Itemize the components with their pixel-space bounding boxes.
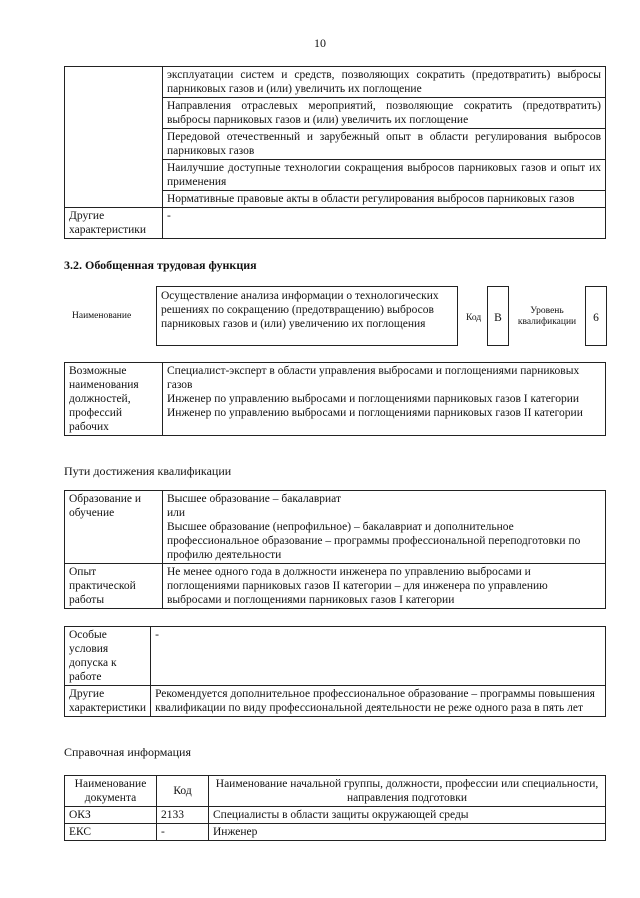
header-code: Код (157, 776, 209, 807)
code-value: B (494, 312, 502, 324)
conditions-table (64, 626, 606, 717)
header-name: Наименование начальной группы, должности, профессии или специальности, направления подготовки (209, 776, 606, 807)
level-value: 6 (593, 312, 599, 324)
ref-name: Специалисты в области защиты окружающей среды (209, 807, 606, 824)
table-header-row (65, 776, 606, 807)
header-doc: Наименование документа (65, 776, 157, 807)
table-row (65, 564, 606, 609)
code-label: Код (466, 313, 482, 323)
knowledge-table (64, 66, 606, 239)
other-label: Другие характеристики (65, 208, 163, 239)
table-row (65, 208, 606, 239)
reference-table (64, 775, 606, 841)
ref-doc: ОКЗ (65, 807, 157, 824)
education-line: или (167, 507, 186, 519)
table-row (65, 807, 606, 824)
other2-value: Рекомендуется дополнительное профессиональное образование – программы повышения квалификации по виду профессиональной деятельности не реже одного раза в пять лет (151, 686, 606, 717)
ref-code: - (157, 824, 209, 841)
empty-cell (65, 67, 163, 208)
table-row (65, 824, 606, 841)
education-line: Высшее образование (непрофильное) – бакалавриат и дополнительное профессиональное образование – программы профессиональной переподготовки по профилю деятельности (167, 521, 581, 561)
knowledge-item: Направления отраслевых мероприятий, позволяющие сократить (предотвратить) выбросы парниковых газов и (или) увеличить их поглощение (163, 98, 606, 129)
experience-value: Не менее одного года в должности инженера по управлению выбросами и поглощениями парниковых газов II категории – для инженера по управлению выбросами и поглощениями парниковых газов I категории (163, 564, 606, 609)
function-name-box (156, 286, 458, 346)
position-item: Инженер по управлению выбросами и поглощениями парниковых газов II категории (167, 407, 583, 419)
positions-table (64, 362, 606, 436)
experience-label: Опыт практической работы (65, 564, 163, 609)
position-item: Специалист-эксперт в области управления выбросами и поглощениями парниковых газов (167, 365, 580, 391)
knowledge-item: Нормативные правовые акты в области регулирования выбросов парниковых газов (163, 191, 606, 208)
positions-label: Возможные наименования должностей, профессий рабочих (65, 363, 163, 436)
education-label: Образование и обучение (65, 491, 163, 564)
table-row (65, 686, 606, 717)
position-item: Инженер по управлению выбросами и поглощениями парниковых газов I категории (167, 393, 580, 405)
ref-name: Инженер (209, 824, 606, 841)
table-row (65, 491, 606, 564)
education-table (64, 490, 606, 609)
ref-doc: ЕКС (65, 824, 157, 841)
qualification-heading: Пути достижения квалификации (64, 464, 232, 478)
section-title: 3.2. Обобщенная трудовая функция (64, 258, 257, 272)
other-value: - (163, 208, 606, 239)
reference-heading: Справочная информация (64, 745, 191, 759)
special-value: - (151, 627, 606, 686)
function-name: Осуществление анализа информации о технологических решениях по сокращению (предотвращению) выбросов парниковых газов и (или) увеличению их поглощения (161, 290, 439, 330)
positions-values (163, 363, 606, 436)
knowledge-item: Передовой отечественный и зарубежный опыт в области регулирования выбросов парниковых газов (163, 129, 606, 160)
other2-label: Другие характеристики (65, 686, 151, 717)
level-box (585, 286, 607, 346)
table-row (65, 363, 606, 436)
special-label: Особые условия допуска к работе (65, 627, 151, 686)
knowledge-item: Наилучшие доступные технологии сокращения выбросов парниковых газов и опыт их применения (163, 160, 606, 191)
level-label: Уровень квалификации (517, 306, 577, 327)
education-values (163, 491, 606, 564)
knowledge-item: эксплуатации систем и средств, позволяющих сократить (предотвратить) выбросы парниковых газов и (или) увеличить их поглощение (163, 67, 606, 98)
table-row (65, 627, 606, 686)
page-number: 10 (314, 36, 326, 50)
name-label: Наименование (72, 311, 132, 321)
code-box (487, 286, 509, 346)
ref-code: 2133 (157, 807, 209, 824)
table-row (65, 67, 606, 98)
education-line: Высшее образование – бакалавриат (167, 493, 341, 505)
